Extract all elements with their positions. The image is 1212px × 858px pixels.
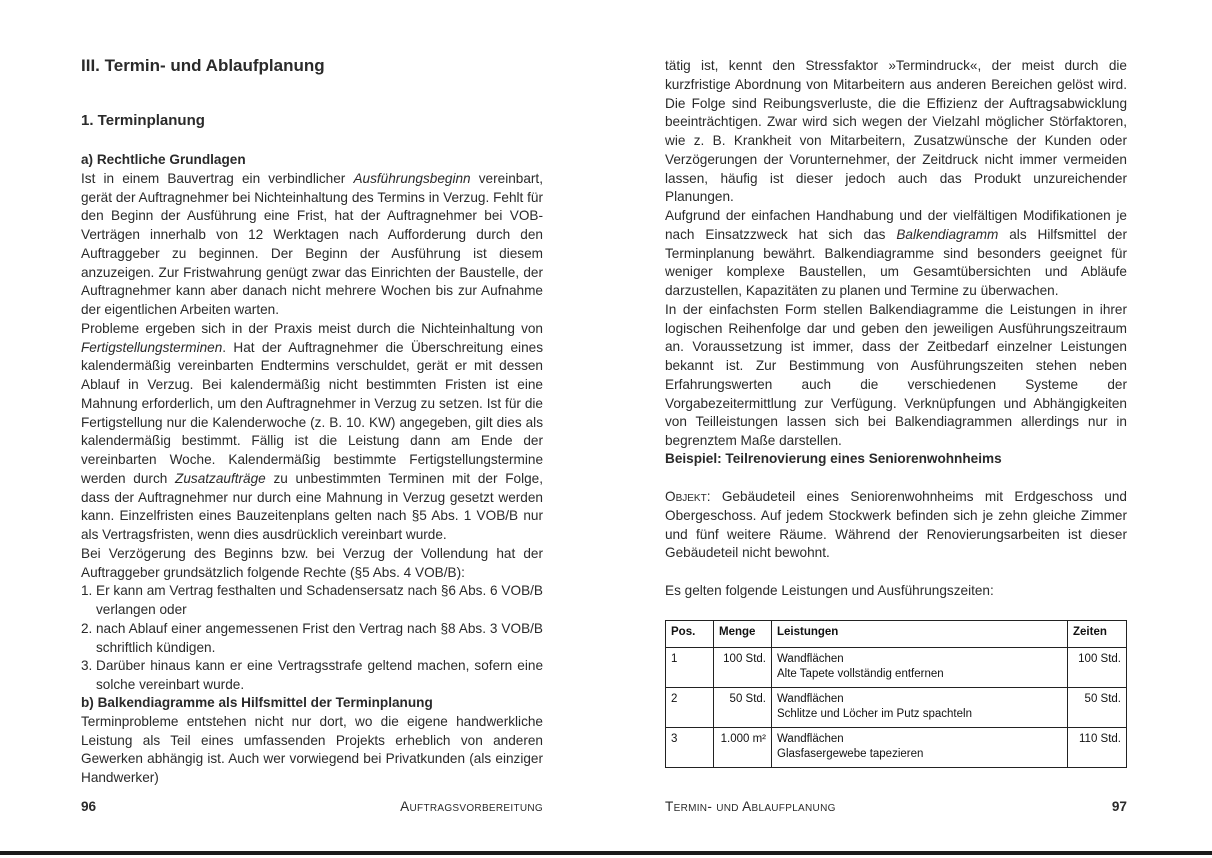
paragraph-bar-chart: Aufgrund der einfachen Handhabung und der vielfältigen Modifikationen je nach Einsatzzweck hat sich das Balkendiagramm als Hilfsmittel der Terminplanung bewährt. Balkendiagramme sind besonders geeignet für weniger komplexe Baustellen, um Gesamtübersichten und Abläufe darzustellen, Kapazitäten zu planen und Termine zu überwachen. — [665, 208, 1127, 298]
subsection-b-title: b) Balkendiagramme als Hilfsmittel der Terminplanung — [81, 695, 433, 710]
cell-pos: 3 — [666, 728, 714, 768]
header-zeiten: Zeiten — [1068, 621, 1127, 648]
page-number-left: 96 — [81, 799, 97, 814]
running-title-left: Auftragsvorbereitung — [400, 799, 543, 814]
header-pos: Pos. — [666, 621, 714, 648]
object-label: Objekt — [665, 489, 707, 504]
right-page — [665, 0, 1127, 840]
paragraph-completion-dates: Probleme ergeben sich in der Praxis meist durch die Nichteinhaltung von Fertigstellungsterminen. Hat der Auftragnehmer die Überschreitung eines kalendermäßig vereinbarten Endtermins verschuldet, gerät er mit dessen Ablauf in Verzug. Bei kalendermäßig nicht bestimmten Fristen ist eine Mahnung erforderlich, um den Auftragnehmer in Verzug zu setzen. Ist für die Fertigstellung nur die Kalenderwoche (z. B. 10. KW) angegeben, gilt dies als kalendermäßig bestimmt. Fällig ist die Leistung dann am Ende der vereinbarten Woche. Kalendermäßig bestimmte Fertigstellungstermine werden durch Zusatzaufträge zu unbestimmten Terminen mit der Folge, dass der Auftragnehmer nur durch eine Mahnung in Verzug gesetzt werden kann. Einzelfristen eines Bauzeitenplans gelten nach §5 Abs. 1 VOB/B nur als Vertragsfristen, wenn dies ausdrücklich vereinbart wurde. — [81, 320, 543, 542]
table-header-row — [666, 621, 1127, 648]
cell-leistung: Wandflächen Schlitze und Löcher im Putz spachteln — [772, 688, 1068, 728]
cell-zeit: 50 Std. — [1068, 688, 1127, 728]
services-table — [665, 620, 1127, 768]
section-title: 1. Terminplanung — [81, 112, 205, 129]
page-number-right: 97 — [1111, 799, 1127, 814]
header-leistungen: Leistungen — [772, 621, 1068, 648]
list-item: 1. Er kann am Vertrag festhalten und Schadensersatz nach §6 Abs. 6 VOB/B verlangen oder — [81, 583, 543, 617]
cell-menge: 100 Std. — [714, 648, 772, 688]
table-row — [666, 688, 1127, 728]
table-row — [666, 648, 1127, 688]
cell-zeit: 100 Std. — [1068, 648, 1127, 688]
cell-zeit: 110 Std. — [1068, 728, 1127, 768]
paragraph-rights-intro: Bei Verzögerung des Beginns bzw. bei Verzug der Vollendung hat der Auftraggeber grundsätzlich folgende Rechte (§5 Abs. 4 VOB/B): — [81, 545, 543, 580]
cell-menge: 50 Std. — [714, 688, 772, 728]
right-body — [665, 57, 1127, 451]
left-body-b — [81, 694, 543, 788]
subsection-a-title: a) Rechtliche Grundlagen — [81, 152, 246, 167]
paragraph-object: Objekt: Gebäudeteil eines Seniorenwohnheims mit Erdgeschoss und Obergeschoss. Auf jedem Stockwerk befinden sich je zehn gleiche Zimmer und fünf weitere Räume. Während der Renovierungsarbeiten ist dieser Gebäudeteil nicht bewohnt. — [665, 489, 1127, 561]
rights-list — [81, 582, 543, 695]
running-title-right: Termin- und Ablaufplanung — [665, 799, 836, 814]
list-item: 3. Darüber hinaus kann er eine Vertragsstrafe geltend machen, sofern eine solche vereinbart wurde. — [81, 658, 543, 692]
paragraph-time-pressure: tätig ist, kennt den Stressfaktor »Termindruck«, der meist durch die kurzfristige Abordnung von Mitarbeitern aus anderen Bereichen gelöst wird. Die Folge sind Reibungsverluste, die die Effizienz der Auftragsabwicklung beeinträchtigen. Zwar wird sich wegen der Vielzahl möglicher Störfaktoren, wie z. B. Krankheit von Mitarbeitern, Zusatzwünsche der Kunden oder Verzögerungen der Vorunternehmer, der Zeitdruck nicht immer vermeiden lassen, häufig ist dieser jedoch auch das Produkt unzureichender Planungen. — [665, 58, 1127, 205]
left-page — [81, 0, 543, 840]
table-intro: Es gelten folgende Leistungen und Ausführungszeiten: — [665, 583, 994, 598]
example-title: Beispiel: Teilrenovierung eines Seniorenwohnheims — [665, 451, 1002, 466]
paragraph-simple-form: In der einfachsten Form stellen Balkendiagramme die Leistungen in ihrer logischen Reihenfolge dar und geben den jeweiligen Ausführungszeitraum an. Voraussetzung ist immer, dass der Zeitbedarf einzelner Leistungen bekannt ist. Zur Bestimmung von Ausführungszeiten stehen neben Erfahrungswerten auch die verschiedenen Systeme der Vorgabezeitermittlung zur Verfügung. Verknüpfungen und Abhängigkeiten von Teilleistungen lassen sich bei Balkendiagrammen allerdings nur in begrenztem Maße darstellen. — [665, 301, 1127, 448]
table-row — [666, 728, 1127, 768]
list-item: 2. nach Ablauf einer angemessenen Frist den Vertrag nach §8 Abs. 3 VOB/B schriftlich kündigen. — [81, 620, 543, 655]
bottom-divider — [0, 851, 1212, 855]
paragraph-scheduling-problems: Terminprobleme entstehen nicht nur dort, wo die eigene handwerkliche Leistung als Teil eines umfassenden Projekts erheblich von anderen Gewerken abhängig ist. Auch wer vorwiegend bei Privatkunden (als einziger Handwerker) — [81, 713, 543, 785]
cell-pos: 1 — [666, 648, 714, 688]
cell-pos: 2 — [666, 688, 714, 728]
chapter-title: III. Termin- und Ablaufplanung — [81, 56, 325, 75]
cell-leistung: Wandflächen Glasfasergewebe tapezieren — [772, 728, 1068, 768]
left-body — [81, 151, 543, 695]
header-menge: Menge — [714, 621, 772, 648]
cell-leistung: Wandflächen Alte Tapete vollständig entfernen — [772, 648, 1068, 688]
cell-menge: 1.000 m² — [714, 728, 772, 768]
paragraph-execution-start: Ist in einem Bauvertrag ein verbindlicher Ausführungsbeginn vereinbart, gerät der Auftragnehmer bei Nichteinhaltung des Termins in Verzug. Fehlt für den Beginn der Ausführung eine Frist, hat der Auftragnehmer bei VOB-Verträgen innerhalb von 12 Werktagen nach Aufforderung durch den Auftraggeber zu beginnen. Der Beginn der Ausführung ist diesem anzuzeigen. Zur Fristwahrung genügt zwar das Einrichten der Baustelle, der Auftragnehmer kann aber danach nicht mehrere Wochen bis zur Aufnahme der eigentlichen Arbeiten warten. — [81, 170, 543, 317]
